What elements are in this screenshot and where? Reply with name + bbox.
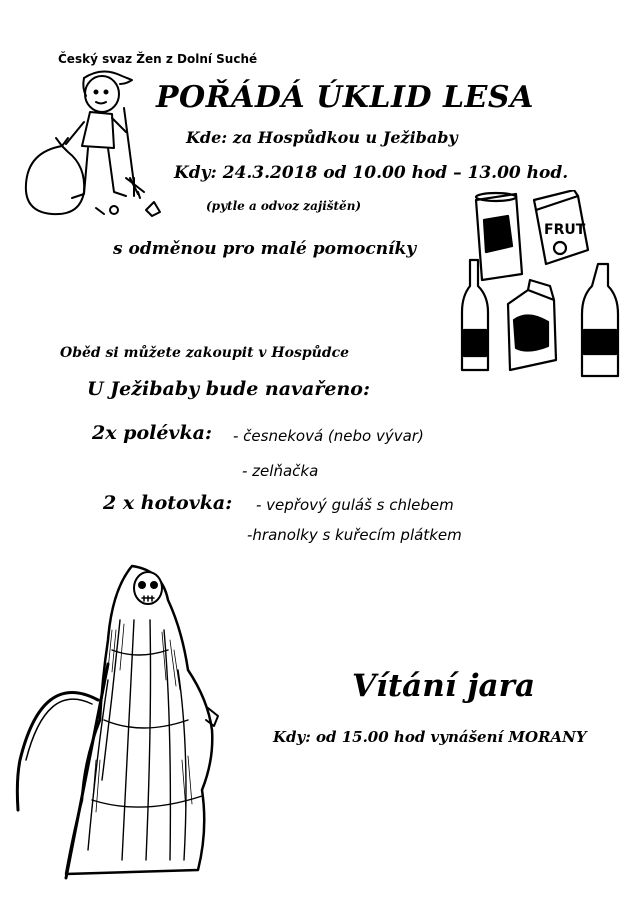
soup-item: - česneková (nebo vývar)	[233, 427, 424, 445]
page-title: POŘÁDÁ ÚKLID LESA	[156, 80, 534, 115]
main-course-item: -hranolky s kuřecím plátkem	[247, 526, 462, 544]
soup-label: 2x polévka:	[92, 422, 212, 444]
lunch-info: Oběd si můžete zakoupit v Hospůdce	[60, 345, 350, 361]
organizer: Český svaz Žen z Dolní Suché	[58, 52, 258, 66]
event-location: Kde: za Hospůdkou u Ježibaby	[186, 128, 458, 147]
drink-cans-bottles-illustration	[458, 190, 620, 386]
main-course-item: - vepřový guláš s chlebem	[256, 496, 454, 514]
spring-time: Kdy: od 15.00 hod vynášení MORANY	[273, 728, 587, 746]
soup-item: - zelňačka	[242, 462, 319, 480]
spring-title: Vítání jara	[352, 668, 536, 704]
menu-heading: U Ježibaby bude navařeno:	[87, 378, 370, 400]
boy-cleaning-illustration	[22, 66, 172, 226]
event-note: (pytle a odvoz zajištěn)	[206, 199, 362, 213]
main-course-label: 2 x hotovka:	[103, 492, 233, 514]
event-time: Kdy: 24.3.2018 od 10.00 hod – 13.00 hod.	[174, 163, 569, 183]
carton-label: FRUT	[544, 222, 586, 238]
grim-reaper-morana-illustration	[12, 560, 232, 880]
reward-text: s odměnou pro malé pomocníky	[113, 239, 417, 259]
